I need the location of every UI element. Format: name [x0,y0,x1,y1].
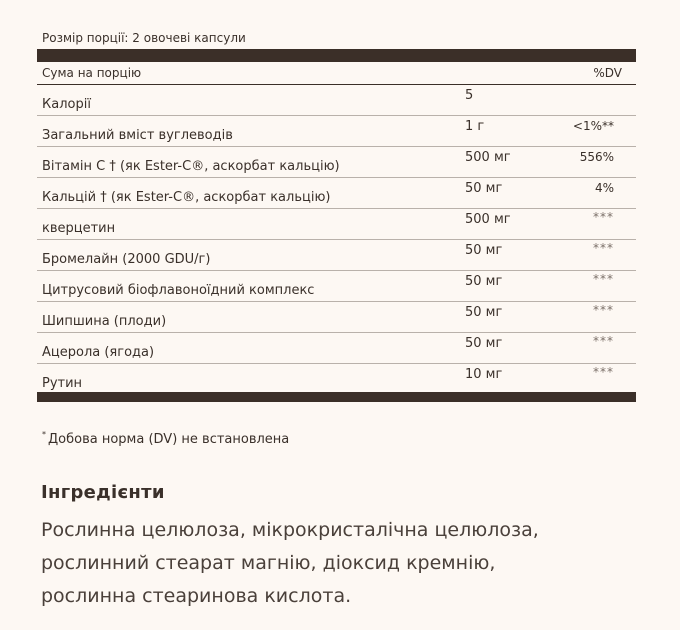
ingredients-line: рослинна стеаринова кислота. [41,585,352,607]
nutrient-dv: *** [593,241,614,255]
table-row [37,209,636,240]
daily-value-label: %DV [593,66,622,80]
serving-size: Розмір порції: 2 овочеві капсули [42,31,246,45]
ingredients-line: рослинний стеарат магнію, діоксид кремнію, [41,552,496,574]
footnote [42,432,289,447]
ingredients-line: Рослинна целюлоза, мікрокристалічна целюлоза, [41,519,539,541]
nutrient-amount: 500 мг [465,150,511,165]
nutrient-name: Кальцій † (як Ester-C®, аскорбат кальцію) [42,190,331,205]
nutrient-amount: 500 мг [465,212,511,227]
table-header-row [37,62,636,85]
nutrient-dv: *** [593,334,614,348]
nutrient-dv: *** [593,365,614,379]
footnote-text: Добова норма (DV) не встановлена [48,432,290,447]
nutrient-name: Шипшина (плоди) [42,314,167,329]
footnote-marker: * [42,430,46,439]
table-row [37,364,636,392]
nutrient-name: Бромелайн (2000 GDU/г) [42,252,211,267]
nutrient-amount: 50 мг [465,305,503,320]
bottom-divider-bar [37,392,636,402]
nutrient-name: Цитрусовий біофлавоноїдний комплекс [42,283,315,298]
table-row [37,240,636,271]
table-row [37,271,636,302]
nutrient-name: Загальний вміст вуглеводів [42,128,233,143]
nutrient-amount: 50 мг [465,336,503,351]
nutrient-dv: <1%** [572,119,614,133]
nutrient-amount: 50 мг [465,243,503,258]
nutrient-name: Рутин [42,376,83,391]
amount-per-serving-label: Сума на порцію [42,66,142,80]
nutrient-amount: 1 г [465,119,485,134]
nutrient-dv: *** [593,272,614,286]
nutrient-name: Вітамін С † (як Ester-C®, аскорбат кальцію) [42,159,340,174]
top-divider-bar [37,49,636,62]
table-row [37,147,636,178]
ingredients-list [41,514,641,613]
nutrient-name: кверцетин [42,221,116,236]
nutrient-dv: 4% [594,181,614,195]
table-row [37,178,636,209]
nutrient-amount: 5 [465,88,474,103]
table-row [37,85,636,116]
nutrient-amount: 10 мг [465,367,503,382]
supplement-facts-table [37,26,636,402]
table-row [37,333,636,364]
nutrient-dv: 556% [579,150,614,164]
nutrient-dv: *** [593,303,614,317]
nutrient-name: Ацерола (ягода) [42,345,155,360]
nutrient-dv: *** [593,210,614,224]
table-row [37,116,636,147]
table-row [37,302,636,333]
nutrient-name: Калорії [42,97,91,112]
nutrient-amount: 50 мг [465,274,503,289]
nutrient-amount: 50 мг [465,181,503,196]
ingredients-heading: Інгредієнти [41,482,165,503]
